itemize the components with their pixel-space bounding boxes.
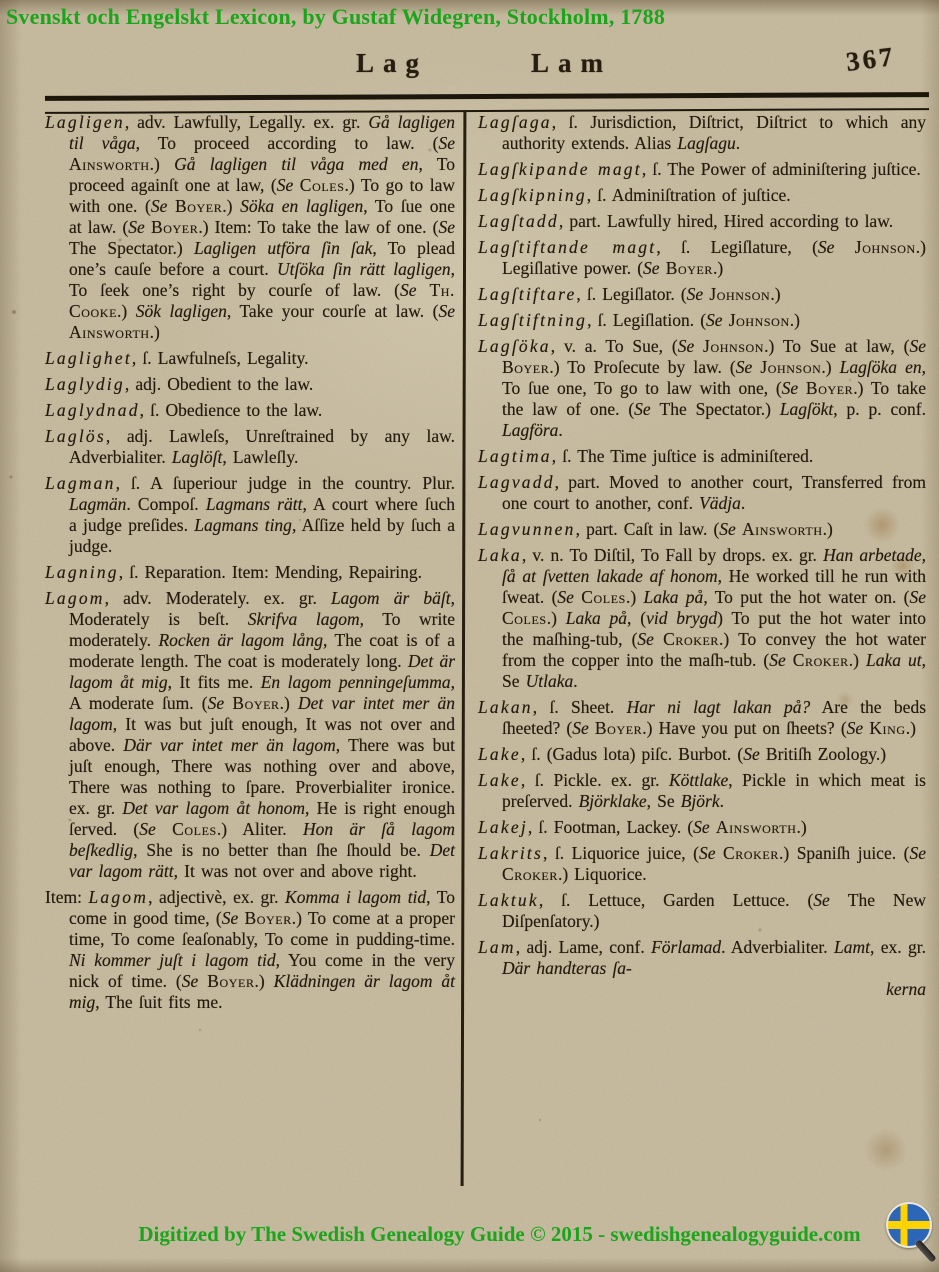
header-double-rule (45, 92, 929, 114)
dictionary-entry: Lagſtiftande magt, ſ. Legiſlature, (Se Johnson.) Legiſlative power. (Se Boyer.) (478, 237, 926, 278)
dictionary-entry: Lakan, ſ. Sheet. Har ni lagt lakan på? Are the beds ſheeted? (Se Boyer.) Have you put on ſheets? (Se King.) (478, 697, 926, 738)
dictionary-entry: Lake, ſ. (Gadus lota) piſc. Burbot. (Se Britiſh Zoology.) (478, 744, 887, 764)
running-head-right: Lam (531, 48, 612, 78)
dictionary-entry: Lagſtiftning, ſ. Legiſlation. (Se Johnson.) (478, 310, 800, 330)
dictionary-entry: Laglighet, ſ. Lawfulneſs, Legality. (45, 348, 309, 368)
dictionary-entry: Laglydnad, ſ. Obedience to the law. (45, 400, 323, 420)
dictionary-entry: Laglös, adj. Lawleſs, Unreſtrained by any law. Adverbialiter. Laglöſt, Lawleſly. (45, 426, 455, 467)
dictionary-entry: Laka, v. n. To Diſtil, To Fall by drops. ex. gr. Han arbetade, ſå at ſvetten lakade af honom, He worked till he run with ſweat. (Se Coles.) Laka på, To put the hot water on. (Se Coles.) Laka på, (vid brygd) To put the hot water into the maſhing-tub, (Se Croker.) To convey the hot water from the copper into the maſh-tub. (Se Croker.) Laka ut, Se Utlaka. (478, 545, 927, 691)
dictionary-entry: Lagſtadd, part. Lawfully hired, Hired according to law. (478, 211, 894, 231)
digitization-title-overlay: Svenskt och Engelskt Lexicon, by Gustaf Widegren, Stockholm, 1788 (6, 4, 666, 29)
dictionary-entry: Lagvadd, part. Moved to another court, Transferred from one court to another, conf. Vädja. (478, 472, 926, 513)
dictionary-entry: Laktuk, ſ. Lettuce, Garden Lettuce. (Se The New Diſpenſatory.) (478, 890, 926, 931)
right-column (478, 112, 926, 1005)
dictionary-entry: Lagſkipande magt, ſ. The Power of adminiſtering juſtice. (478, 159, 921, 179)
dictionary-entry: Lake, ſ. Pickle. ex. gr. Köttlake, Pickle in which meat is preſerved. Björklake, Se Björk. (478, 770, 926, 811)
dictionary-entry: Lagvunnen, part. Caſt in law. (Se Ainsworth.) (478, 519, 833, 539)
dictionary-entry: Lagtima, ſ. The Time juſtice is adminiſtered. (478, 446, 814, 466)
dictionary-entry: Lagſtiftare, ſ. Legiſlator. (Se Johnson.) (478, 284, 781, 304)
dictionary-entry: Item: Lagom, adjectivè, ex. gr. Komma i lagom tid, To come in good time, (Se Boyer.) To come at a proper time, To come ſeaſonably, To come in pudding-time. Ni kommer juſt i lagom tid, You come in the very nick of time. (Se Boyer.) Klädningen är lagom åt mig, The ſuit fits me. (45, 887, 456, 1012)
dictionary-entry: Lam, adj. Lame, conf. Förlamad. Adverbialiter. Lamt, ex. gr. Där handteras ſa- kerna (478, 937, 926, 999)
digitization-footer-overlay: Digitized by The Swedish Genealogy Guide © 2015 - swedishgenealogyguide.com (138, 1222, 861, 1246)
dictionary-entry: Lagom, adv. Moderately. ex. gr. Lagom är bäſt, Moderately is beſt. Skrifva lagom, To write moderately. Rocken är lagom lång, The coat is of a moderate length. The coat is moderately long. Det är lagom åt mig, It fits me. En lagom penningeſumma, A moderate ſum. (Se Boyer.) Det var intet mer än lagom, It was but juſt enough, It was not over and above. Där var intet mer än lagom, There was but juſt enough, There was nothing over and above, There was nothing to ſpare. Proverbialiter ironice. ex. gr. Det var lagom åt honom, He is right enough ſerved. (Se Coles.) Aliter. Hon är ſå lagom beſkedlig, She is no better than ſhe ſhould be. Det var lagom rätt, It was not over and above right. (45, 588, 456, 881)
dictionary-entry: Lagſkipning, ſ. Adminiſtration of juſtice. (478, 185, 791, 205)
dictionary-entry: Lakrits, ſ. Liquorice juice, (Se Croker.) Spaniſh juice. (Se Croker.) Liquorice. (478, 843, 926, 884)
dictionary-entry: Lagſöka, v. a. To Sue, (Se Johnson.) To Sue at law, (Se Boyer.) To Proſecute by law. (Se Johnson.) Lagſöka en, To ſue one, To go to law with one, (Se Boyer.) To take the law of one. (Se The Spectator.) Lagſökt, p. p. conf. Lagföra. (478, 336, 926, 440)
dictionary-entry: Lakej, ſ. Footman, Lackey. (Se Ainsworth.) (478, 817, 807, 837)
page-number: 367 (844, 41, 898, 77)
dictionary-entry: Laglydig, adj. Obedient to the law. (45, 374, 314, 394)
dictionary-entry: Lagman, ſ. A ſuperiour judge in the country. Plur. Lagmän. Compoſ. Lagmans rätt, A court where ſuch a judge preſides. Lagmans ting, Aſſize held by ſuch a judge. (45, 473, 456, 556)
left-column (45, 112, 455, 1018)
running-head-left: Lag (356, 48, 429, 78)
dictionary-entry: Lagning, ſ. Reparation. Item: Mending, Repairing. (45, 562, 423, 582)
dictionary-entry: Lagligen, adv. Lawfully, Legally. ex. gr. Gå lagligen til våga, To proceed according to law. (Se Ainsworth.) Gå lagligen til våga med en, To proceed againſt one at law, (Se Coles.) To go to law with one. (Se Boyer.) Söka en lagligen, To ſue one at law. (Se Boyer.) Item: To take the law of one. (Se The Spectator.) Lagligen utföra ſin ſak, To plead one’s cauſe before a court. Utſöka ſin rätt lagligen, To ſeek one’s right by courſe of law. (Se Th. Cooke.) Sök lagligen, Take your courſe at law. (Se Ainsworth.) (45, 112, 456, 342)
dictionary-entry: Lagſaga, ſ. Jurisdiction, Diſtrict, Diſtrict to which any authority extends. Alias Lagſagu. (478, 112, 926, 153)
